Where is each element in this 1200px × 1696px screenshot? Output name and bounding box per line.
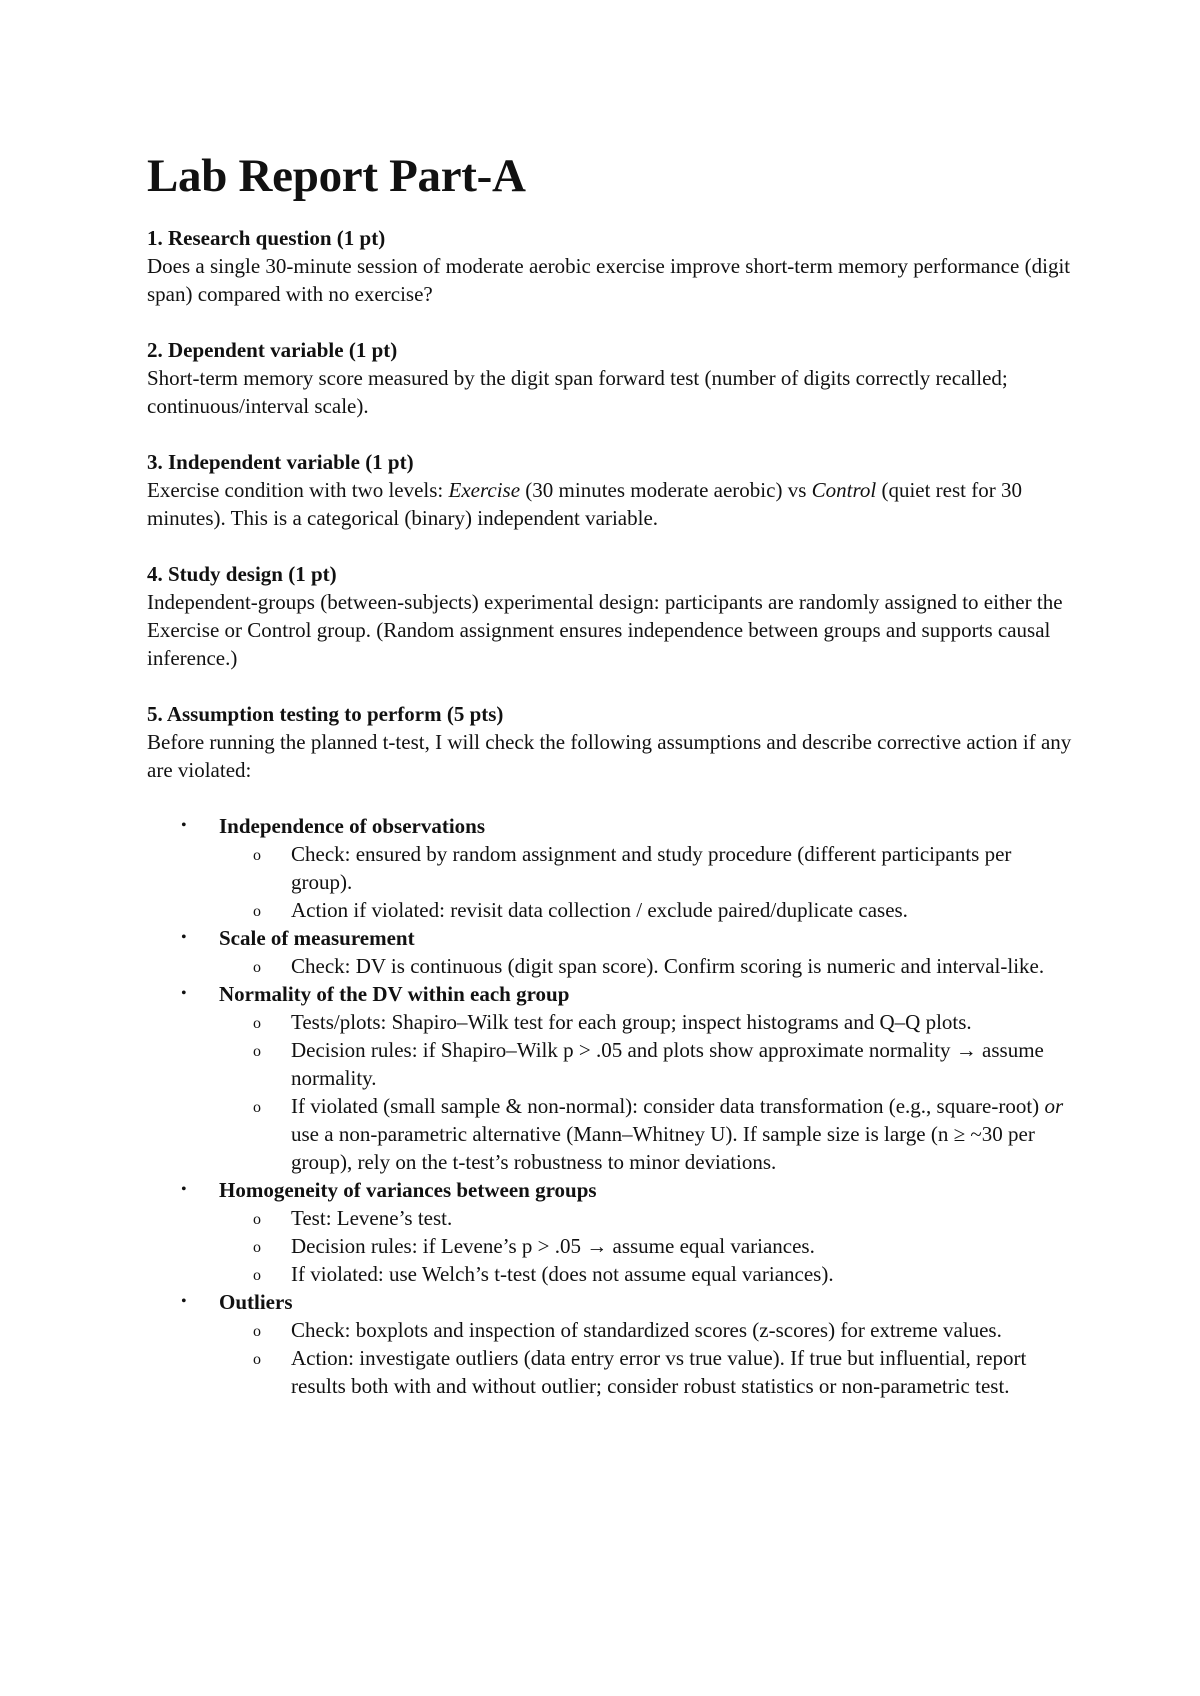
bullet-icon: • bbox=[181, 1293, 187, 1310]
document-title: Lab Report Part-A bbox=[147, 150, 526, 202]
sub-list bbox=[219, 1008, 1077, 1176]
sub-item-text: If violated: use Welch’s t-test (does not assume equal variances). bbox=[291, 1262, 834, 1286]
assumption-title: Normality of the DV within each group bbox=[219, 982, 570, 1006]
section-assumption-testing bbox=[147, 700, 1077, 1400]
sub-list-item bbox=[219, 1204, 1077, 1232]
section-body bbox=[147, 476, 1077, 532]
sub-list bbox=[219, 1316, 1077, 1400]
sub-list-item bbox=[219, 1036, 1077, 1092]
sub-list bbox=[219, 840, 1077, 924]
section-heading: 4. Study design (1 pt) bbox=[147, 562, 337, 586]
assumption-title: Scale of measurement bbox=[219, 926, 415, 950]
list-item bbox=[147, 980, 1077, 1176]
list-item bbox=[147, 1288, 1077, 1400]
sub-item-text: If violated (small sample & non-normal): consider data transformation (e.g., square-root) bbox=[291, 1094, 1045, 1118]
section-heading: 3. Independent variable (1 pt) bbox=[147, 450, 414, 474]
sub-list bbox=[219, 952, 1077, 980]
sub-list-item bbox=[219, 1260, 1077, 1288]
sub-bullet-icon: o bbox=[253, 1351, 261, 1368]
sub-list-item bbox=[219, 1232, 1077, 1260]
section-body: Before running the planned t-test, I will check the following assumptions and describe corrective action if any are violated: bbox=[147, 730, 1072, 782]
sub-list-item bbox=[219, 1316, 1077, 1344]
sub-item-text: Test: Levene’s test. bbox=[291, 1206, 453, 1230]
document-page bbox=[147, 148, 1077, 1428]
section-body: Short-term memory score measured by the digit span forward test (number of digits correctly recalled; continuous/interval scale). bbox=[147, 366, 1008, 418]
list-item bbox=[147, 812, 1077, 924]
section-research-question bbox=[147, 224, 1077, 308]
sub-item-text: Check: DV is continuous (digit span score). Confirm scoring is numeric and interval-like. bbox=[291, 954, 1045, 978]
bullet-icon: • bbox=[181, 1181, 187, 1198]
sub-bullet-icon: o bbox=[253, 1211, 261, 1228]
sub-bullet-icon: o bbox=[253, 1239, 261, 1256]
emphasis-or: or bbox=[1044, 1094, 1064, 1118]
sub-bullet-icon: o bbox=[253, 1267, 261, 1284]
assumption-title: Outliers bbox=[219, 1290, 293, 1314]
body-text: (30 minutes moderate aerobic) vs bbox=[520, 478, 812, 502]
sub-item-text: Decision rules: if Levene’s p > .05 → assume equal variances. bbox=[291, 1234, 815, 1258]
sub-list-item bbox=[219, 896, 1077, 924]
section-study-design bbox=[147, 560, 1077, 672]
bullet-icon: • bbox=[181, 985, 187, 1002]
sub-item-text: Decision rules: if Shapiro–Wilk p > .05 and plots show approximate normality → assume normality. bbox=[291, 1038, 1044, 1090]
sub-list-item bbox=[219, 840, 1077, 896]
sub-bullet-icon: o bbox=[253, 1015, 261, 1032]
sub-bullet-icon: o bbox=[253, 903, 261, 920]
section-body: Independent-groups (between-subjects) experimental design: participants are randomly assigned to either the Exercise or Control group. (Random assignment ensures independence between groups and supports causal inference.) bbox=[147, 590, 1063, 670]
section-independent-variable bbox=[147, 448, 1077, 532]
sub-list bbox=[219, 1204, 1077, 1288]
sub-item-text: Check: boxplots and inspection of standardized scores (z-scores) for extreme values. bbox=[291, 1318, 1002, 1342]
sub-item-text: Tests/plots: Shapiro–Wilk test for each group; inspect histograms and Q–Q plots. bbox=[291, 1010, 972, 1034]
sub-bullet-icon: o bbox=[253, 847, 261, 864]
level-exercise: Exercise bbox=[448, 478, 521, 502]
sub-list-item bbox=[219, 952, 1077, 980]
list-item bbox=[147, 1176, 1077, 1288]
section-heading: 2. Dependent variable (1 pt) bbox=[147, 338, 398, 362]
assumption-title: Homogeneity of variances between groups bbox=[219, 1178, 597, 1202]
assumption-list bbox=[147, 812, 1077, 1400]
sub-bullet-icon: o bbox=[253, 1043, 261, 1060]
sub-list-item bbox=[219, 1092, 1077, 1176]
body-text: Exercise condition with two levels: bbox=[147, 478, 449, 502]
section-heading: 5. Assumption testing to perform (5 pts) bbox=[147, 702, 504, 726]
sub-bullet-icon: o bbox=[253, 1099, 261, 1116]
section-heading: 1. Research question (1 pt) bbox=[147, 226, 386, 250]
list-item bbox=[147, 924, 1077, 980]
bullet-icon: • bbox=[181, 929, 187, 946]
sub-list-item bbox=[219, 1008, 1077, 1036]
sub-bullet-icon: o bbox=[253, 959, 261, 976]
sub-bullet-icon: o bbox=[253, 1323, 261, 1340]
section-dependent-variable bbox=[147, 336, 1077, 420]
sub-item-text: use a non-parametric alternative (Mann–Whitney U). If sample size is large (n ≥ ~30 per group), rely on the t-test’s robustness to minor deviations. bbox=[291, 1122, 1035, 1174]
level-control: Control bbox=[811, 478, 877, 502]
body-text: (quiet rest for 30 minutes). This is a categorical (binary) independent variable. bbox=[147, 478, 1022, 530]
sub-item-text: Action if violated: revisit data collection / exclude paired/duplicate cases. bbox=[291, 898, 908, 922]
sub-list-item bbox=[219, 1344, 1077, 1400]
section-body: Does a single 30-minute session of moderate aerobic exercise improve short-term memory performance (digit span) compared with no exercise? bbox=[147, 254, 1071, 306]
bullet-icon: • bbox=[181, 817, 187, 834]
assumption-title: Independence of observations bbox=[219, 814, 486, 838]
sub-item-text: Action: investigate outliers (data entry error vs true value). If true but influential, report results both with and without outlier; consider robust statistics or non-parametric test. bbox=[291, 1346, 1027, 1398]
sub-item-text: Check: ensured by random assignment and study procedure (different participants per group). bbox=[291, 842, 1012, 894]
